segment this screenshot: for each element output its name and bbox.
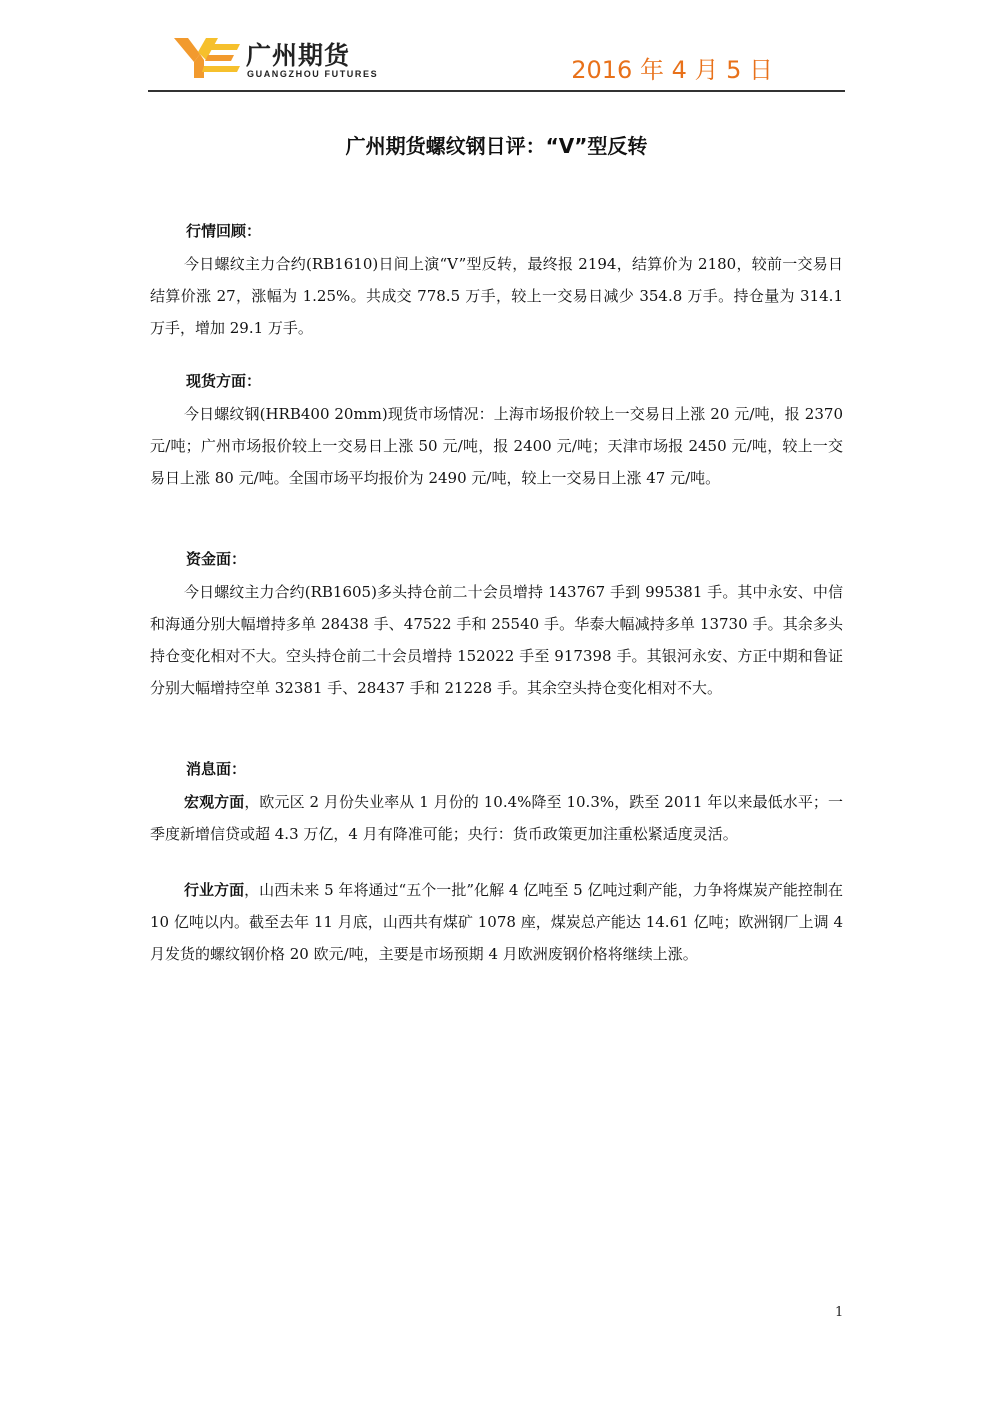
funds-text: 今日螺纹主力合约(RB1605)多头持仓前二十会员增持 143767 手到 995381 手。其中永安、中信和海通分别大幅增持多单 28438 手、47522 手和 25540 手。华泰大幅减持多单 13730 手。其余多头持仓变化相对不大。空头持仓前二十会员增持 152022 手至 917398 手。其银河永安、方正中期和鲁证分别大幅增持空单 32381 手、28437 手和 21228 手。其余空头持仓变化相对不大。 <box>150 583 843 697</box>
macro-paragraph <box>150 786 843 850</box>
logo-text-en: GUANGZHOU FUTURES <box>247 69 379 79</box>
section-gap <box>150 850 843 874</box>
logo-text-cn: 广州期货 <box>246 41 351 70</box>
section-gap <box>150 704 843 752</box>
macro-text: ，欧元区 2 月份失业率从 1 月份的 10.4%降至 10.3%，跌至 2011 年以来最低水平；一季度新增信贷或超 4.3 万亿，4 月有降准可能；央行：货币政策更加注重松紧适度灵活。 <box>150 793 843 843</box>
funds-heading: 资金面： <box>186 550 247 568</box>
report-body <box>150 214 843 970</box>
industry-lead: 行业方面 <box>184 881 245 899</box>
macro-lead: 宏观方面 <box>184 793 245 811</box>
industry-paragraph <box>150 874 843 970</box>
market-review-heading: 行情回顾： <box>186 222 262 240</box>
spot-heading: 现货方面： <box>186 372 262 390</box>
page-header <box>148 30 845 92</box>
market-review-text: 今日螺纹主力合约(RB1610)日间上演“V”型反转，最终报 2194，结算价为 2180，较前一交易日结算价涨 27，涨幅为 1.25%。共成交 778.5 万手，较上一交易日减少 354.8 万手。持仓量为 314.1 万手，增加 29.1 万手。 <box>150 255 843 337</box>
section-gap <box>150 344 843 364</box>
report-date: 2016 年 4 月 5 日 <box>571 56 773 84</box>
spot-text: 今日螺纹钢(HRB400 20mm)现货市场情况：上海市场报价较上一交易日上涨 20 元/吨，报 2370 元/吨；广州市场报价较上一交易日上涨 50 元/吨，报 2400 元/吨；天津市场报 2450 元/吨，较上一交易日上涨 80 元/吨。全国市场平均报价为 2490 元/吨，较上一交易日上涨 47 元/吨。 <box>150 405 843 487</box>
industry-text: ，山西未来 5 年将通过“五个一批”化解 4 亿吨至 5 亿吨过剩产能，力争将煤炭产能控制在 10 亿吨以内。截至去年 11 月底，山西共有煤矿 1078 座，煤炭总产能达 14.61 亿吨；欧洲钢厂上调 4 月发货的螺纹钢价格 20 欧元/吨，主要是市场预期 4 月欧洲废钢价格将继续上涨。 <box>150 881 843 963</box>
news-heading: 消息面： <box>186 760 247 778</box>
section-gap <box>150 494 843 542</box>
page-title: 广州期货螺纹钢日评：“V”型反转 <box>345 134 648 158</box>
page-number: 1 <box>835 1305 844 1320</box>
gf-logo-icon <box>174 38 240 78</box>
